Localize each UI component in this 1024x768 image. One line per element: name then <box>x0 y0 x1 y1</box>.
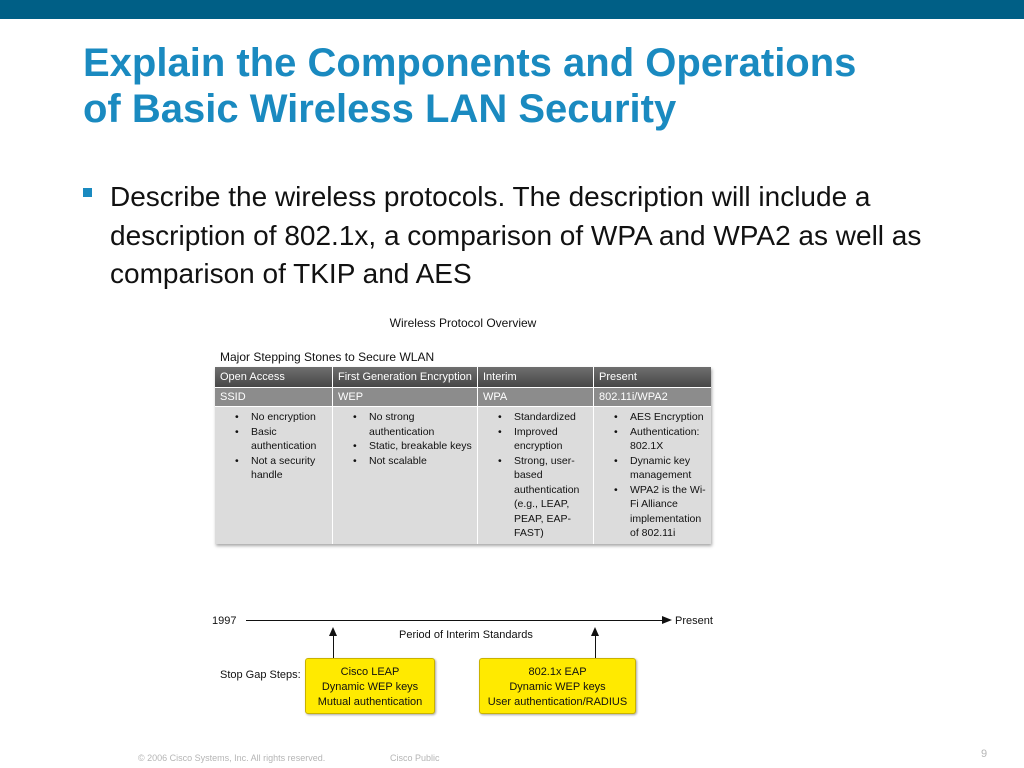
timeline-start-label: 1997 <box>212 615 237 627</box>
column-first-generation <box>333 367 478 544</box>
title-line-1: Explain the Components and Operations <box>83 41 857 85</box>
top-banner <box>0 0 1024 19</box>
list-item: • Not a security handle <box>215 454 328 483</box>
column-header: Interim <box>478 367 593 388</box>
stop-gap-box-cisco-leap <box>305 658 435 714</box>
column-items <box>594 410 711 541</box>
column-header: Present <box>594 367 711 388</box>
column-subheader: WPA <box>478 388 593 407</box>
list-item: • Standardized <box>478 410 589 425</box>
square-bullet-icon <box>83 188 92 197</box>
bullet-text: Describe the wireless protocols. The description will include a description of 802.1x, a comparison of WPA and WPA2 as well as comparison of TKIP and AES <box>110 181 922 289</box>
box-title: 802.1x EAP <box>528 666 587 678</box>
column-subheader: SSID <box>215 388 332 407</box>
list-item: • Improved encryption <box>478 425 589 454</box>
timeline-line <box>246 620 666 621</box>
column-subheader: WEP <box>333 388 477 407</box>
list-item: • Authentication: 802.1X <box>594 425 707 454</box>
column-open-access <box>215 367 333 544</box>
column-present <box>594 367 711 544</box>
title-line-2: of Basic Wireless LAN Security <box>83 87 677 131</box>
box-line: Dynamic WEP keys <box>321 681 419 693</box>
stop-gap-box-8021x-eap <box>479 658 636 714</box>
list-item: • Basic authentication <box>215 425 328 454</box>
page-number: 9 <box>981 748 988 760</box>
list-item: • No encryption <box>215 410 328 425</box>
column-header: First Generation Encryption <box>333 367 477 388</box>
arrow-right-icon <box>662 616 672 624</box>
footer-classification: Cisco Public <box>390 753 440 763</box>
table-title: Major Stepping Stones to Secure WLAN <box>220 350 435 364</box>
column-items <box>333 410 477 468</box>
interim-period-label: Period of Interim Standards <box>399 629 533 641</box>
column-header: Open Access <box>215 367 332 388</box>
column-interim <box>478 367 594 544</box>
list-item: • Dynamic key management <box>594 454 707 483</box>
stop-gap-label: Stop Gap Steps: <box>220 669 301 681</box>
figure-title: Wireless Protocol Overview <box>389 316 537 330</box>
footer-copyright: © 2006 Cisco Systems, Inc. All rights reserved. <box>138 753 326 763</box>
box-title: Cisco LEAP <box>340 666 400 678</box>
list-item: • Static, breakable keys <box>333 439 473 454</box>
list-item: • AES Encryption <box>594 410 707 425</box>
box-line: Dynamic WEP keys <box>509 681 606 693</box>
column-subheader: 802.11i/WPA2 <box>594 388 711 407</box>
list-item: • Strong, user-based authentication (e.g., LEAP, PEAP, EAP-FAST) <box>478 454 589 541</box>
protocol-table <box>215 367 711 544</box>
arrow-up-icon <box>329 627 338 659</box>
box-line: User authentication/RADIUS <box>487 696 628 708</box>
list-item: • WPA2 is the Wi-Fi Alliance implementation of 802.11i <box>594 483 707 541</box>
arrow-up-icon <box>591 627 600 659</box>
list-item: • Not scalable <box>333 454 473 469</box>
slide-title <box>83 40 1003 132</box>
column-items <box>215 410 332 483</box>
column-items <box>478 410 593 541</box>
timeline-end-label: Present <box>675 615 713 627</box>
box-line: Mutual authentication <box>317 696 423 708</box>
list-item: • No strong authentication <box>333 410 473 439</box>
